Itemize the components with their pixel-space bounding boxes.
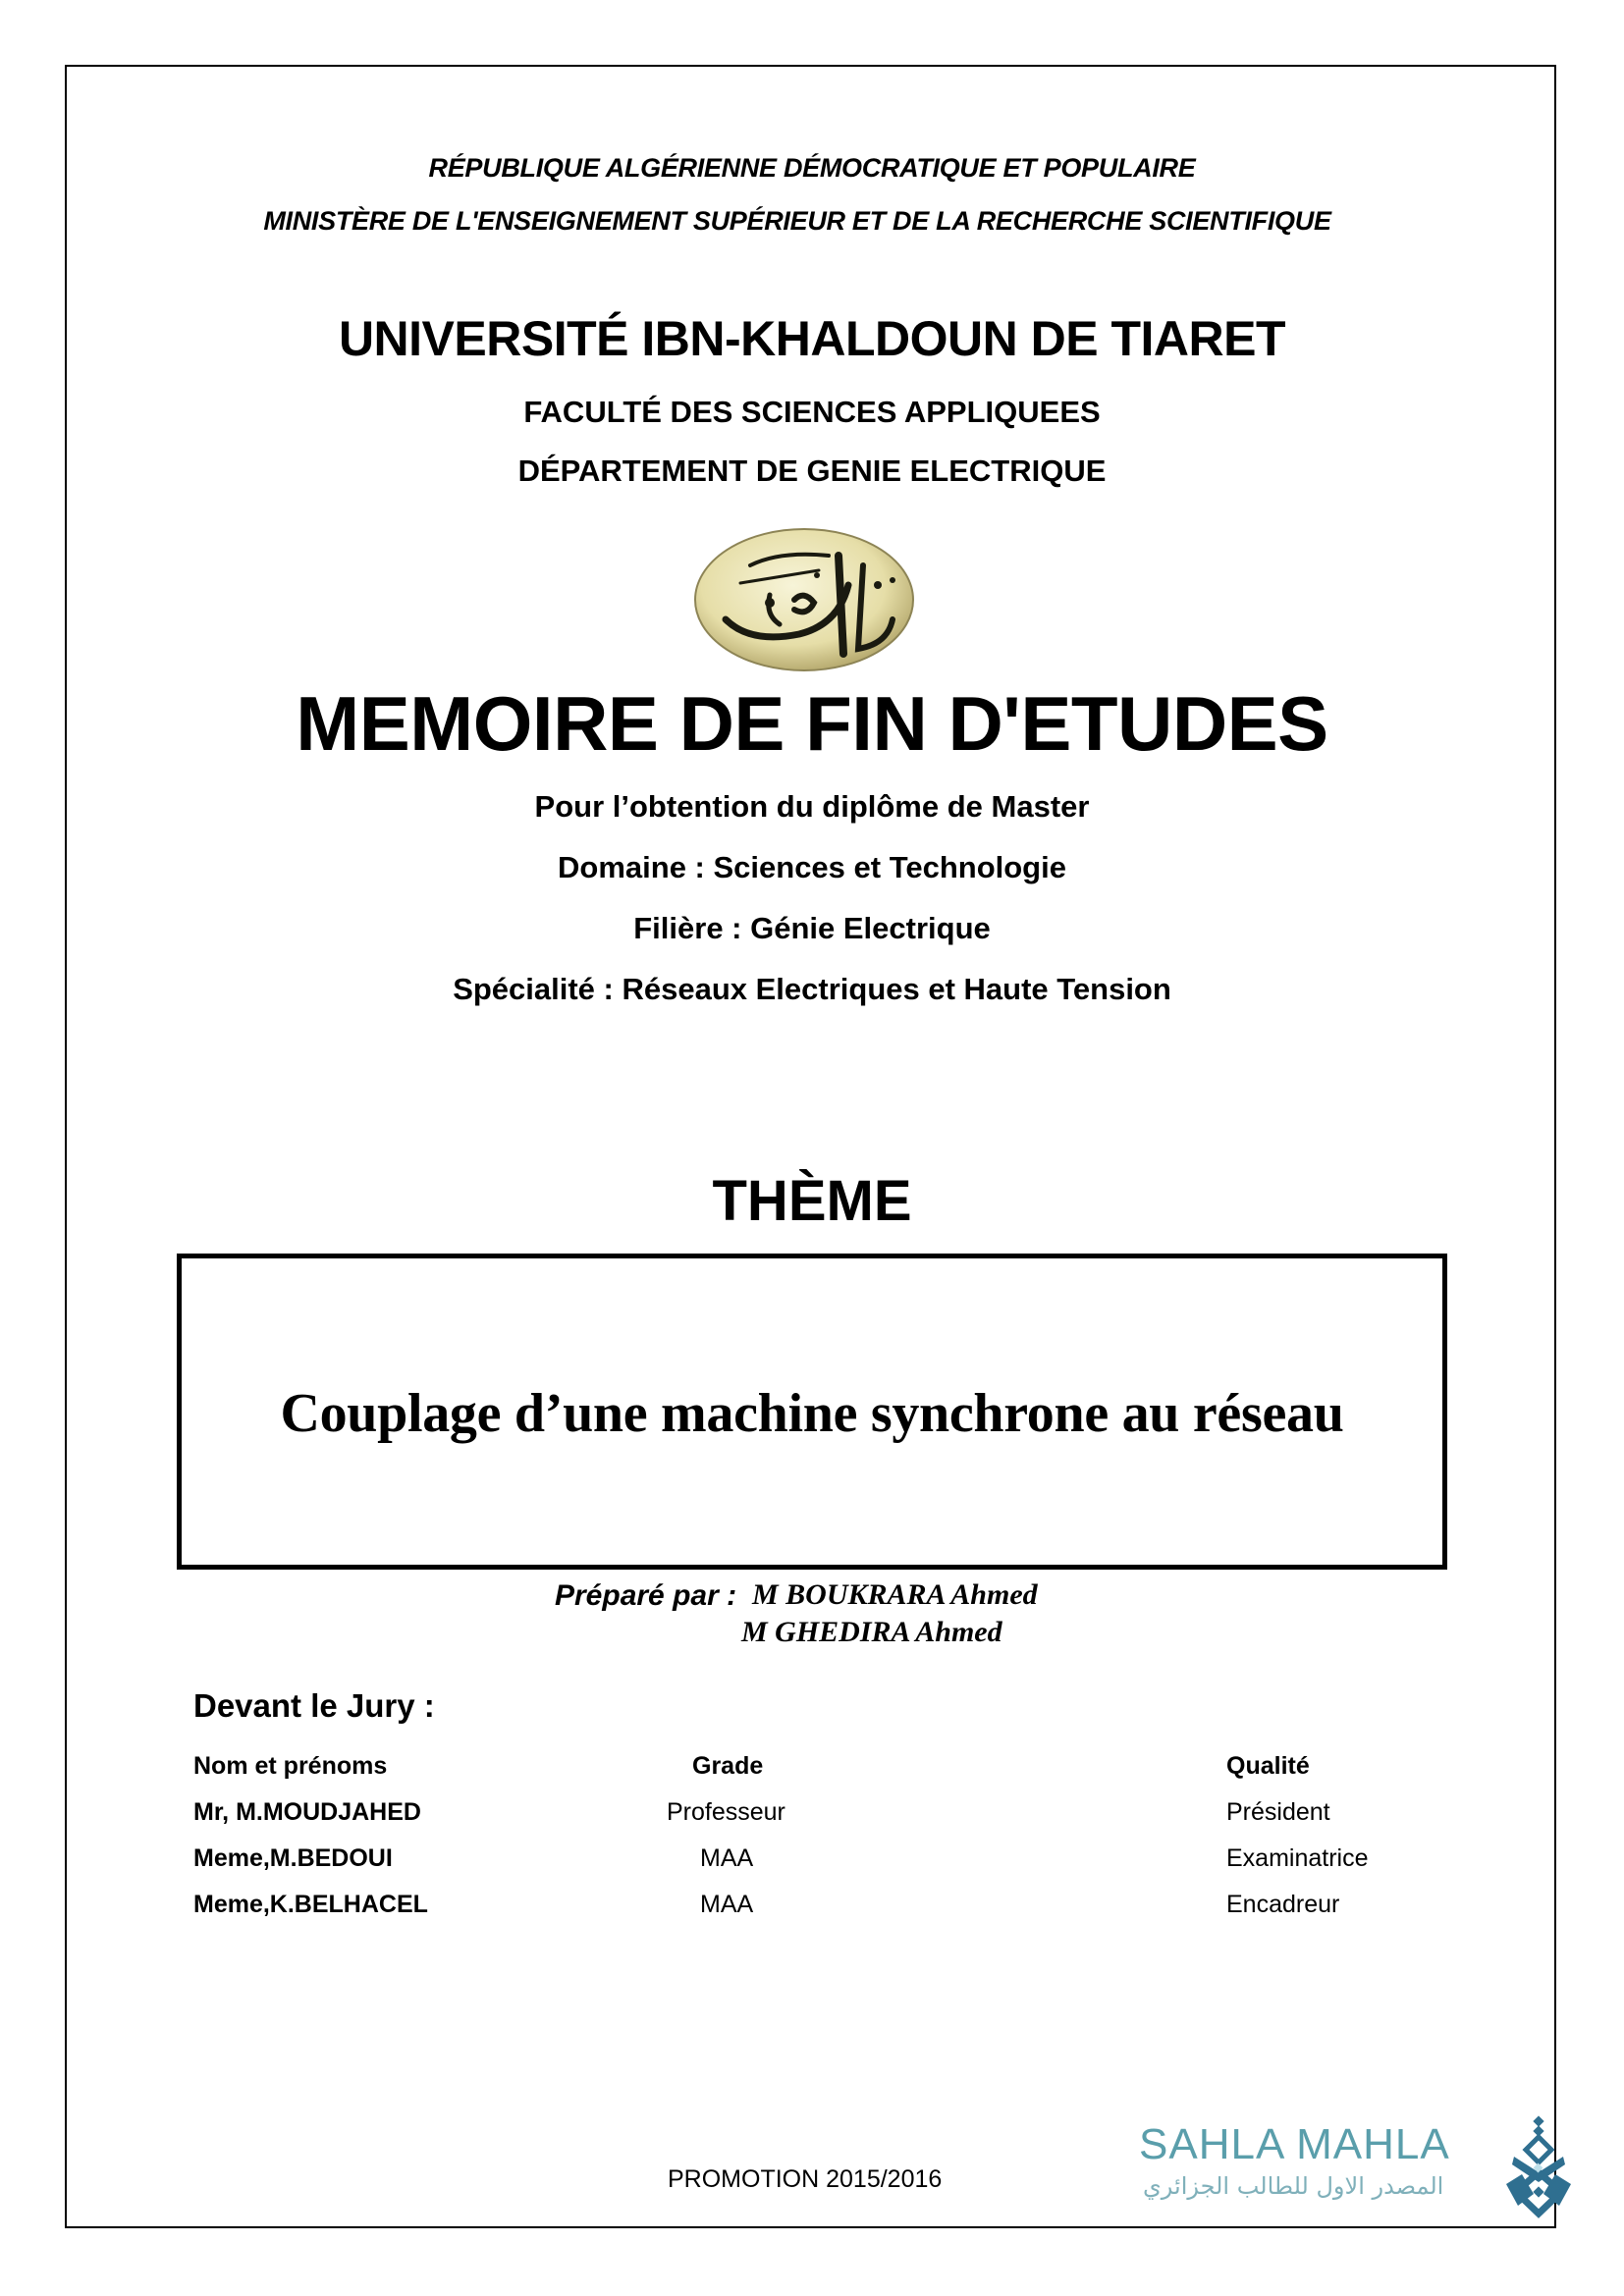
jury-row-grade: MAA (700, 1891, 754, 1918)
sahla-mahla-logo-icon (1504, 2115, 1573, 2221)
author-2: M GHEDIRA Ahmed (741, 1616, 1002, 1648)
jury-header-grade: Grade (692, 1752, 764, 1780)
jury-title: Devant le Jury : (193, 1687, 435, 1724)
jury-row-grade: MAA (700, 1844, 754, 1872)
jury-row-name: Meme,M.BEDOUI (193, 1844, 393, 1872)
faculty-name: FACULTÉ DES SCIENCES APPLIQUEES (523, 395, 1101, 429)
watermark-tagline: المصدر الاول للطالب الجزائري (1143, 2172, 1444, 2200)
jury-row-name: Mr, M.MOUDJAHED (193, 1798, 421, 1826)
sahla-mahla-watermark (1139, 2115, 1571, 2223)
university-seal-icon (691, 526, 917, 673)
jury-row-role: Examinatrice (1226, 1844, 1369, 1872)
theme-label: THÈME (712, 1169, 912, 1233)
jury-row-grade: Professeur (667, 1798, 785, 1826)
jury-row-role: Président (1226, 1798, 1330, 1826)
document-type-title: MEMOIRE DE FIN D'ETUDES (296, 680, 1328, 767)
jury-header-name: Nom et prénoms (193, 1752, 388, 1780)
field-line: Filière : Génie Electrique (633, 911, 991, 945)
university-name: UNIVERSITÉ IBN-KHALDOUN DE TIARET (338, 311, 1286, 366)
author-1: M BOUKRARA Ahmed (752, 1578, 1038, 1611)
republic-heading: RÉPUBLIQUE ALGÉRIENNE DÉMOCRATIQUE ET POPULAIRE (428, 153, 1196, 183)
department-name: DÉPARTEMENT DE GENIE ELECTRIQUE (517, 454, 1107, 488)
prepared-by-label: Préparé par : (555, 1579, 737, 1612)
ministry-heading: MINISTÈRE DE L'ENSEIGNEMENT SUPÉRIEUR ET DE LA RECHERCHE SCIENTIFIQUE (263, 206, 1331, 236)
domain-line: Domaine : Sciences et Technologie (558, 850, 1066, 884)
promotion-label: PROMOTION 2015/2016 (668, 2165, 943, 2193)
specialty-line: Spécialité : Réseaux Electriques et Haute Tension (453, 972, 1171, 1006)
theme-title: Couplage d’une machine synchrone au réseau (280, 1383, 1344, 1444)
watermark-name: SAHLA MAHLA (1139, 2120, 1450, 2168)
jury-row-role: Encadreur (1226, 1891, 1340, 1918)
jury-header-role: Qualité (1226, 1752, 1310, 1780)
jury-row-name: Meme,K.BELHACEL (193, 1891, 428, 1918)
diploma-line: Pour l’obtention du diplôme de Master (534, 789, 1090, 824)
